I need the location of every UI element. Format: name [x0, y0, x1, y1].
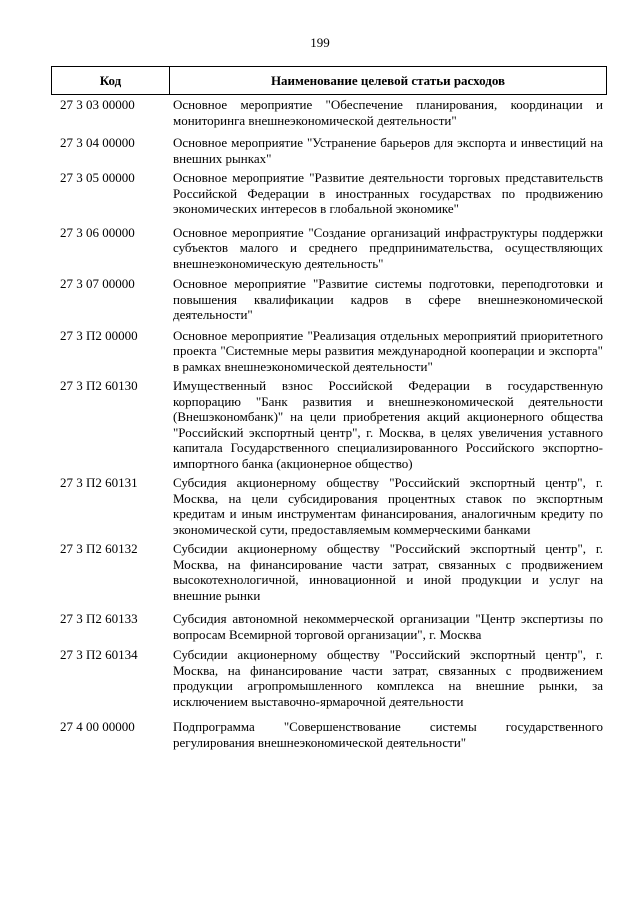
row-name: Подпрограмма "Совершенствование системы государственного регулирования внешнеэкономической деятельности"	[173, 719, 603, 750]
row-code: 27 3 П2 60132	[60, 541, 138, 556]
table-row	[51, 611, 607, 642]
row-name: Основное мероприятие "Создание организаций инфраструктуры поддержки субъектов малого и среднего предпринимательства, осуществляющих внешнеэкономическую деятельность"	[173, 224, 603, 271]
table-row	[51, 475, 607, 537]
row-code: 27 3 07 00000	[60, 276, 135, 291]
row-name: Основное мероприятие "Обеспечение планирования, координации и мониторинга внешнеэкономической деятельности"	[173, 97, 603, 128]
table-row	[51, 541, 607, 603]
table-body	[51, 97, 607, 750]
table-row	[51, 328, 607, 375]
row-code: 27 3 05 00000	[60, 170, 135, 185]
row-name: Субсидия автономной некоммерческой организации "Центр экспертизы по вопросам Всемирной торговой организации", г. Москва	[173, 611, 603, 642]
row-name: Основное мероприятие "Устранение барьеров для экспорта и инвестиций на внешних рынках"	[173, 135, 603, 166]
row-code: 27 3 П2 00000	[60, 327, 138, 343]
row-name: Субсидии акционерному обществу "Российский экспортный центр", г. Москва, на финансирование части затрат, связанных с продвижением продукции агропромышленного комплекса на внешние рынки, за исключением выставочно-ярмарочной деятельности	[173, 647, 603, 709]
table-row	[51, 276, 607, 323]
row-code: 27 3 П2 60133	[60, 611, 138, 626]
row-code: 27 3 П2 60131	[60, 475, 138, 490]
row-code: 27 3 06 00000	[60, 224, 135, 240]
row-code: 27 3 П2 60130	[60, 378, 138, 393]
row-name: Имущественный взнос Российской Федерации в государственную корпорацию "Банк развития и внешнеэкономической деятельности (Внешэкономбанк)" на цели приобретения акций акционерного общества "Российский экспортный центр", г. Москва, в целях увеличения уставного капитала Государственного специализированного Российского экспортно-импортного банка (акционерное общество)	[173, 378, 603, 471]
row-name: Основное мероприятие "Развитие деятельности торговых представительств Российской Федерации в иностранных государствах по продвижению экономических интересов в глобальной экономике"	[173, 170, 603, 216]
row-code: 27 3 П2 60134	[60, 647, 138, 662]
row-name: Основное мероприятие "Реализация отдельных мероприятий приоритетного проекта "Системные меры развития международной кооперации и экспорта" в рамках внешнеэкономической деятельности"	[173, 327, 603, 374]
row-name: Субсидия акционерному обществу "Российский экспортный центр", г. Москва, на цели субсидирования процентных ставок по экспортным кредитам и иным инструментам финансирования, аналогичным кредиту по экономической сути, предоставляемым коммерческими банками	[173, 475, 603, 537]
row-code: 27 3 04 00000	[60, 135, 135, 150]
header-code: Код	[52, 67, 170, 94]
table-row	[51, 647, 607, 709]
table-header	[51, 66, 607, 95]
table-row	[51, 225, 607, 272]
page-number: 199	[310, 35, 330, 50]
table-row	[51, 378, 607, 471]
header-name: Наименование целевой статьи расходов	[270, 72, 506, 88]
row-code: 27 4 00 00000	[60, 719, 135, 734]
table-row	[51, 97, 607, 128]
row-code: 27 3 03 00000	[60, 97, 135, 112]
table-row	[51, 719, 607, 750]
table-row	[51, 170, 607, 217]
row-name: Субсидии акционерному обществу "Российский экспортный центр", г. Москва, на финансирование части затрат, связанных с продвижением высокотехнологичной, инновационной и иной продукции и услуг на внешние рынки	[173, 541, 603, 603]
table-row	[51, 135, 607, 166]
row-name: Основное мероприятие "Развитие системы подготовки, переподготовки и повышения квалификации кадров в сфере внешнеэкономической деятельности"	[173, 276, 603, 322]
